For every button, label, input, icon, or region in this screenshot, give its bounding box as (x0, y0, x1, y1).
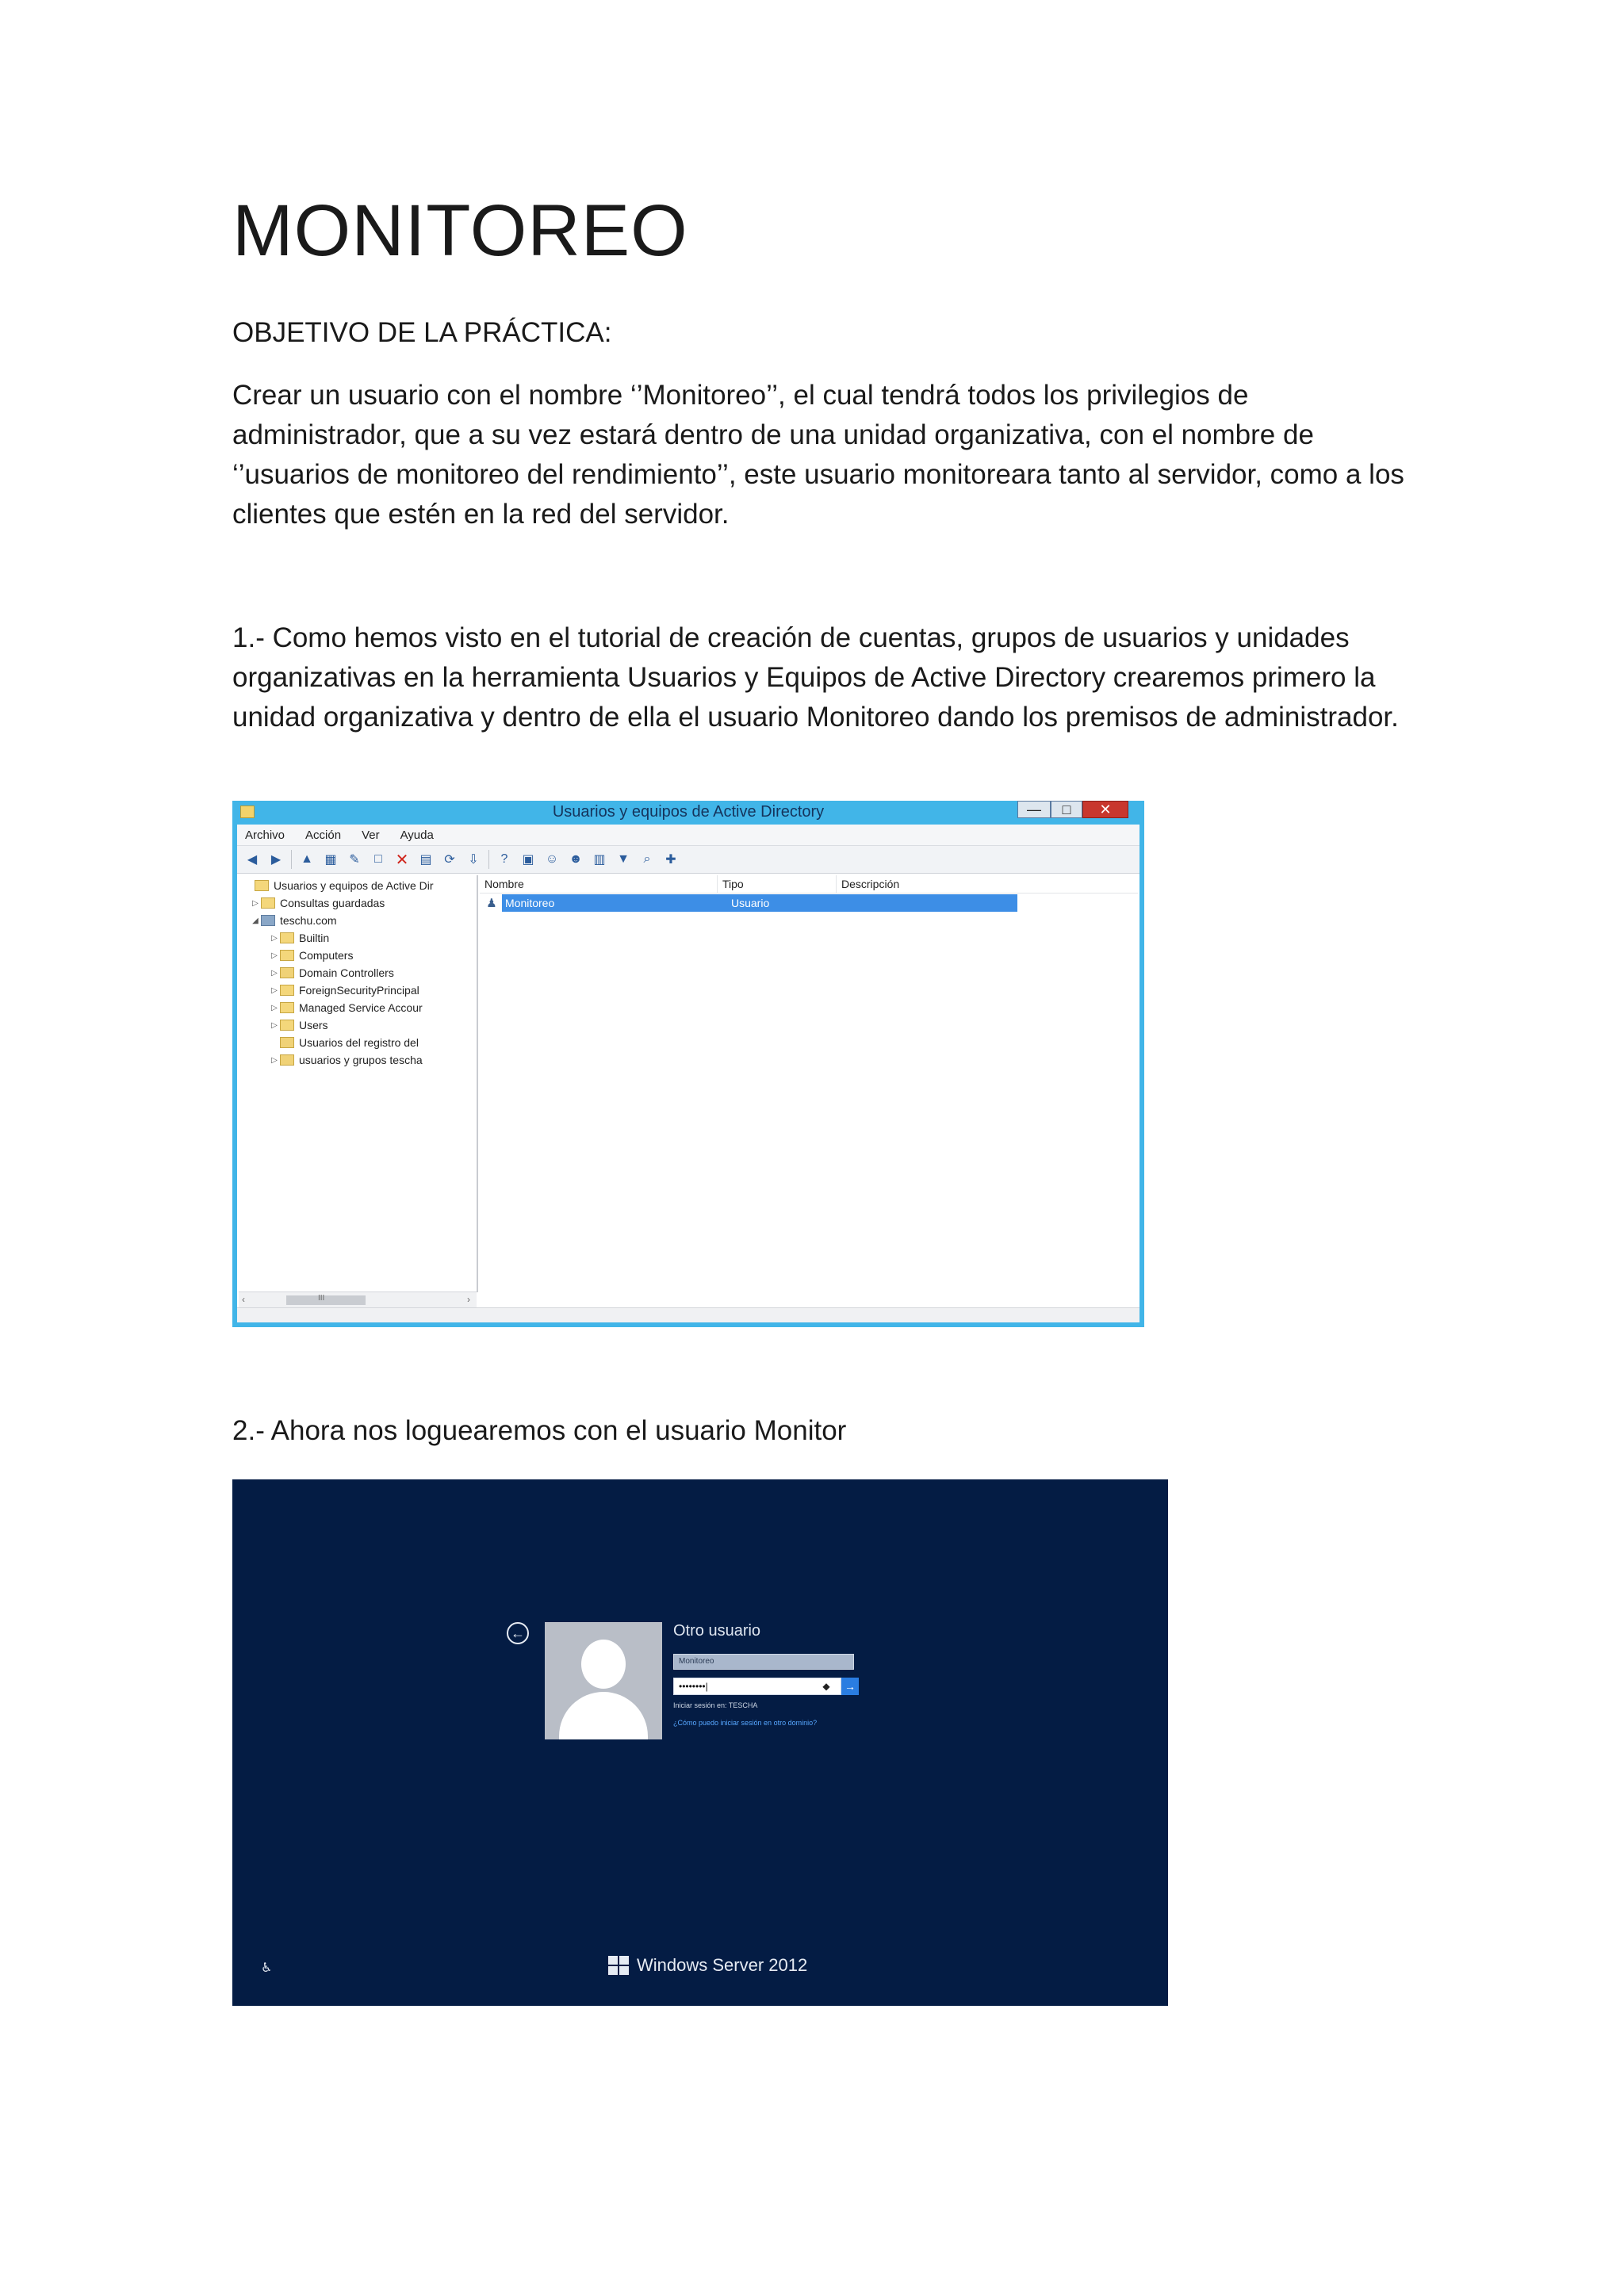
tree-item-label: Users (299, 1019, 328, 1031)
other-domain-help-link[interactable]: ¿Cómo puedo iniciar sesión en otro dominio? (673, 1719, 818, 1727)
window-titlebar (232, 801, 1144, 825)
tree-item-label: Usuarios del registro del (299, 1036, 419, 1049)
table-row[interactable] (480, 894, 1017, 912)
ou-icon (280, 1037, 294, 1048)
refresh-icon[interactable]: ⟳ (444, 853, 455, 867)
tree-expander[interactable]: ▷ (271, 1003, 278, 1012)
menu-archivo[interactable]: Archivo (245, 828, 285, 842)
objective-heading: OBJETIVO DE LA PRÁCTICA: (232, 317, 612, 348)
forward-arrow-icon[interactable]: ▶ (270, 853, 282, 867)
other-user-label: Otro usuario (673, 1622, 761, 1640)
status-bar (237, 1307, 1139, 1322)
step-2-paragraph: 2.- Ahora nos loguearemos con el usuario Monitor (232, 1415, 847, 1446)
add-to-group-icon[interactable]: ✚ (665, 853, 676, 867)
tree-expander[interactable]: ▷ (271, 933, 278, 943)
properties-icon[interactable]: ▤ (419, 853, 432, 867)
list-header (480, 875, 1138, 894)
toolbar (237, 846, 1139, 874)
tree-item-label: Computers (299, 949, 354, 962)
tree-item-saved-queries[interactable] (250, 894, 385, 912)
scroll-right-icon[interactable]: › (467, 1294, 470, 1305)
close-button[interactable]: ✕ (1082, 801, 1128, 818)
tree-expander[interactable]: ▷ (271, 1055, 278, 1065)
folder-icon (280, 1002, 294, 1013)
tree-item-label: Builtin (299, 932, 330, 944)
delete-icon[interactable]: ✕ (395, 851, 409, 869)
column-header-name[interactable]: Nombre (480, 875, 718, 893)
scroll-thumb-grip: III (318, 1294, 325, 1303)
row-name: Monitoreo (505, 897, 555, 909)
tree-item-label: ForeignSecurityPrincipal (299, 984, 419, 997)
sign-in-domain-text: Iniciar sesión en: TESCHA (673, 1701, 758, 1709)
tree-horizontal-scrollbar[interactable] (239, 1292, 477, 1308)
objective-paragraph: Crear un usuario con el nombre ‘’Monitoreo’’, el cual tendrá todos los privilegios de administrador, que a su vez estará dentro de una unidad organizativa, con el nombre de ‘’usuarios de monitoreo del rendimiento’’, este usuario monitoreara tanto al servidor, como a los clientes que estén en la red del servidor. (232, 380, 1404, 530)
tree-item-usuarios-grupos[interactable] (269, 1051, 423, 1069)
menu-ver[interactable]: Ver (362, 828, 380, 842)
folder-icon (280, 950, 294, 961)
password-field[interactable]: ••••••••| (673, 1678, 841, 1695)
tree-item-label: usuarios y grupos tescha (299, 1054, 423, 1066)
copy-icon[interactable]: □ (374, 852, 382, 866)
folder-icon (261, 897, 275, 909)
folder-icon (280, 932, 294, 943)
submit-arrow-button[interactable]: → (841, 1678, 859, 1695)
minimize-button[interactable]: — (1017, 801, 1051, 818)
ad-root-icon (255, 880, 269, 891)
navigation-tree (239, 875, 478, 1292)
step-1-paragraph: 1.- Como hemos visto en el tutorial de creación de cuentas, grupos de usuarios y unidades organizativas en la herramienta Usuarios y Equipos de Active Directory crearemos primero la unidad organizativa y dentro de ella el usuario Monitoreo dando los premisos de administrador. (232, 622, 1399, 733)
menu-accion[interactable]: Acción (305, 828, 342, 842)
avatar-head-shape (581, 1640, 626, 1689)
column-header-description[interactable]: Descripción (841, 878, 900, 890)
toolbar-separator (488, 850, 489, 869)
tree-expander[interactable]: ▷ (271, 1020, 278, 1030)
help-icon[interactable]: ? (500, 852, 508, 866)
tree-item-foreign-security[interactable] (269, 982, 419, 999)
ou-icon (280, 1054, 294, 1066)
window-content (237, 825, 1139, 1322)
details-list (480, 875, 1138, 1292)
view-icon[interactable]: ▣ (522, 853, 534, 867)
row-type: Usuario (731, 897, 770, 909)
tree-item-label: Managed Service Accour (299, 1001, 423, 1014)
tree-item-computers[interactable] (269, 947, 353, 964)
tree-item-label: teschu.com (280, 914, 337, 927)
tree-item-users[interactable] (269, 1016, 328, 1034)
new-user-icon[interactable]: ☺ (545, 852, 559, 866)
username-field[interactable]: Monitoreo (673, 1654, 854, 1670)
tree-item-root[interactable] (243, 877, 434, 894)
column-header-type[interactable]: Tipo (718, 875, 837, 893)
brand-text: Windows Server 2012 (637, 1955, 808, 1975)
tree-item-builtin[interactable] (269, 929, 329, 947)
avatar (545, 1622, 662, 1739)
ou-icon (280, 967, 294, 978)
export-icon[interactable]: ⇩ (468, 853, 479, 867)
edit-icon[interactable]: ✎ (349, 853, 360, 867)
back-arrow-icon[interactable]: ◀ (247, 853, 258, 867)
ease-of-access-icon[interactable]: ♿ (261, 1961, 273, 1975)
tree-expander[interactable]: ▷ (271, 951, 278, 960)
tree-item-usuarios-registro[interactable] (269, 1034, 419, 1051)
avatar-body-shape (559, 1692, 648, 1739)
tree-item-domain-controllers[interactable] (269, 964, 394, 982)
windows-login-screen (232, 1479, 1168, 2006)
tree-item-managed-service[interactable] (269, 999, 423, 1016)
tree-item-label: Usuarios y equipos de Active Dir (274, 879, 434, 892)
show-tree-icon[interactable]: ▦ (324, 853, 337, 867)
tree-expander[interactable]: ▷ (271, 985, 278, 995)
new-ou-icon[interactable]: ▥ (593, 853, 606, 867)
new-group-icon[interactable]: ☻ (569, 852, 583, 866)
tree-item-label: Domain Controllers (299, 966, 394, 979)
menu-ayuda[interactable]: Ayuda (400, 828, 434, 842)
tree-expander[interactable]: ▷ (271, 968, 278, 978)
tree-item-label: Consultas guardadas (280, 897, 385, 909)
maximize-button[interactable]: □ (1051, 801, 1082, 818)
domain-icon (261, 915, 275, 926)
filter-icon[interactable]: ▼ (617, 852, 630, 866)
user-icon: ♟ (486, 897, 497, 910)
scroll-left-icon[interactable]: ‹ (242, 1294, 245, 1305)
folder-icon (280, 985, 294, 996)
find-icon[interactable]: ⌕ (643, 852, 651, 866)
tree-expander[interactable]: ▷ (252, 898, 259, 908)
page-title: MONITOREO (232, 190, 688, 271)
folder-icon (280, 1020, 294, 1031)
scroll-thumb[interactable] (286, 1295, 366, 1305)
ad-users-computers-window (232, 801, 1144, 1327)
reveal-password-icon[interactable]: ◆ (822, 1681, 830, 1692)
tree-expander[interactable]: ◢ (252, 916, 259, 925)
window-title: Usuarios y equipos de Active Directory (552, 803, 825, 821)
back-arrow-icon[interactable]: ← (507, 1622, 529, 1644)
up-folder-icon[interactable]: ▲ (301, 852, 313, 866)
menu-bar (237, 825, 1139, 846)
tree-item-domain[interactable] (250, 912, 337, 929)
windows-server-brand (608, 1955, 807, 1976)
windows-logo-icon (608, 1956, 629, 1975)
toolbar-separator (291, 850, 292, 869)
